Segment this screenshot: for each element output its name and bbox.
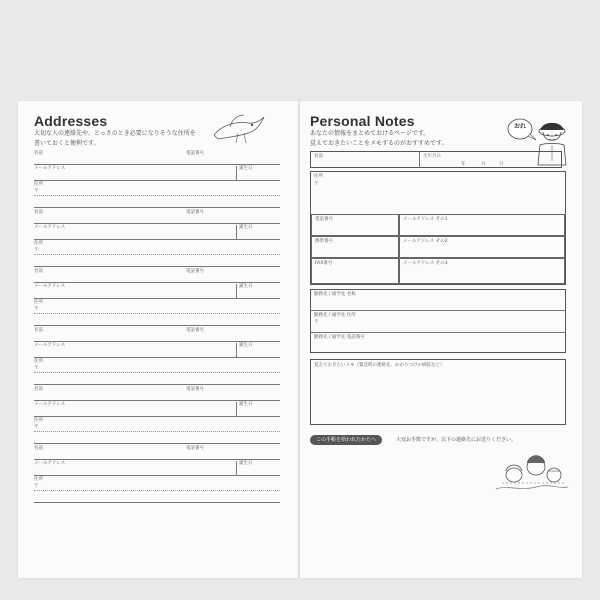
entry-line (34, 357, 280, 358)
entry-line (34, 282, 280, 283)
day-label: 日 (499, 162, 504, 167)
personal-notes-subtitle-2: 覚えておきたいことをメモするのがおすすめです。 (310, 140, 448, 147)
entry-name-label: 名前 (34, 151, 43, 156)
entry-dotted-line (34, 254, 280, 255)
entry-phone-label: 電話番号 (186, 328, 204, 333)
entry-dotted-line (34, 490, 280, 491)
entry-name-label: 名前 (34, 446, 43, 451)
entry-line (34, 400, 280, 401)
entry-line (34, 266, 280, 267)
right-page (300, 101, 582, 578)
divider (236, 284, 237, 298)
address-entry (18, 446, 300, 504)
entry-line (34, 416, 280, 417)
memo-label: 覚えておきたいメモ（緊急時の連絡先、かかりつけの病院など） (314, 363, 445, 368)
divider (236, 402, 237, 416)
entry-phone-label: 電話番号 (186, 269, 204, 274)
addresses-title: Addresses (34, 113, 108, 129)
entry-birthday-label: 誕生日 (239, 461, 253, 466)
address-entry (18, 151, 300, 209)
entry-email-label: メールアドレス (34, 402, 66, 407)
entry-birthday-label: 誕生日 (239, 166, 253, 171)
address-entry (18, 387, 300, 445)
entry-address-label: 住所 (34, 182, 43, 187)
email3-cell (399, 258, 565, 284)
entry-line (34, 384, 280, 385)
address-entry (18, 328, 300, 386)
entry-line (34, 239, 280, 240)
entry-name-label: 名前 (34, 210, 43, 215)
divider (236, 166, 237, 180)
divider (236, 343, 237, 357)
entry-line (34, 502, 280, 503)
work-phone-label: 勤務先 / 通学先 電話番号 (314, 335, 365, 340)
memo-box (310, 359, 566, 425)
left-page (18, 101, 300, 578)
phone-cell (311, 214, 399, 236)
entry-line (34, 207, 280, 208)
entry-postal-label: 〒 (34, 425, 39, 430)
entry-email-label: メールアドレス (34, 461, 66, 466)
name-label: 名前 (314, 154, 323, 159)
address-entry (18, 210, 300, 268)
entry-postal-label: 〒 (34, 484, 39, 489)
email1-label: メールアドレス その1 (403, 217, 448, 222)
entry-name-label: 名前 (34, 387, 43, 392)
divider (311, 332, 566, 333)
entry-address-label: 住所 (34, 241, 43, 246)
bird-illustration (208, 109, 266, 149)
entry-line (34, 459, 280, 460)
entry-address-label: 住所 (34, 359, 43, 364)
email2-cell (399, 236, 565, 258)
entry-phone-label: 電話番号 (186, 210, 204, 215)
phone-label: 電話番号 (315, 217, 333, 222)
entry-email-label: メールアドレス (34, 166, 66, 171)
entry-phone-label: 電話番号 (186, 387, 204, 392)
year-label: 年 (461, 162, 466, 167)
work-box (310, 289, 566, 353)
divider (236, 225, 237, 239)
entry-line (34, 341, 280, 342)
entry-postal-label: 〒 (34, 307, 39, 312)
postal-label: 〒 (314, 182, 319, 187)
entry-line (34, 443, 280, 444)
entry-phone-label: 電話番号 (186, 446, 204, 451)
entry-name-label: 名前 (34, 328, 43, 333)
entry-birthday-label: 誕生日 (239, 343, 253, 348)
mobile-cell (311, 236, 399, 258)
entry-line (34, 180, 280, 181)
divider (419, 152, 420, 168)
divider (236, 461, 237, 475)
entry-email-label: メールアドレス (34, 225, 66, 230)
entry-name-label: 名前 (34, 269, 43, 274)
name-birthdate-box (310, 151, 562, 168)
crew-illustration (492, 445, 572, 495)
email2-label: メールアドレス その2 (403, 239, 448, 244)
speech-bubble-text: おれ (513, 123, 526, 130)
entry-dotted-line (34, 313, 280, 314)
entry-postal-label: 〒 (34, 189, 39, 194)
entry-postal-label: 〒 (34, 248, 39, 253)
found-notebook-text: 大変お手数ですが、以下の連絡先にお送りください。 (396, 437, 517, 443)
fax-label: FAX番号 (315, 261, 333, 266)
mobile-label: 携帯番号 (315, 239, 333, 244)
divider (311, 310, 566, 311)
entry-line (34, 223, 280, 224)
entry-line (34, 325, 280, 326)
entry-email-label: メールアドレス (34, 284, 66, 289)
entry-dotted-line (34, 195, 280, 196)
month-label: 月 (481, 162, 486, 167)
fax-cell (311, 258, 399, 284)
address-label: 住所 (314, 174, 323, 179)
work-address-label: 勤務先 / 通学先 住所 (314, 313, 356, 318)
entry-line (34, 298, 280, 299)
entry-birthday-label: 誕生日 (239, 225, 253, 230)
entry-postal-label: 〒 (34, 366, 39, 371)
addresses-subtitle-1: 大切な人の連絡先や、とっさのとき必要になりそうな住所を (34, 130, 196, 137)
work-postal-label: 〒 (314, 320, 319, 325)
addresses-subtitle-2: 書いておくと便利です。 (34, 140, 100, 147)
email3-label: メールアドレス その3 (403, 261, 448, 266)
entry-phone-label: 電話番号 (186, 151, 204, 156)
personal-notes-title: Personal Notes (310, 113, 415, 129)
email1-cell (399, 214, 565, 236)
address-entry (18, 269, 300, 327)
entry-line (34, 475, 280, 476)
entry-line (34, 164, 280, 165)
entry-email-label: メールアドレス (34, 343, 66, 348)
entry-birthday-label: 誕生日 (239, 284, 253, 289)
entry-birthday-label: 誕生日 (239, 402, 253, 407)
found-notebook-badge: この手帳を拾われたかたへ (310, 435, 382, 445)
birthdate-label: 生年月日 (423, 154, 441, 159)
entry-address-label: 住所 (34, 418, 43, 423)
entry-dotted-line (34, 431, 280, 432)
contact-box (310, 171, 566, 285)
entry-address-label: 住所 (34, 477, 43, 482)
personal-notes-subtitle-1: あなたの情報をまとめておけるページです。 (310, 130, 430, 137)
work-name-label: 勤務先 / 通学先 名称 (314, 292, 356, 297)
entry-address-label: 住所 (34, 300, 43, 305)
entry-dotted-line (34, 372, 280, 373)
